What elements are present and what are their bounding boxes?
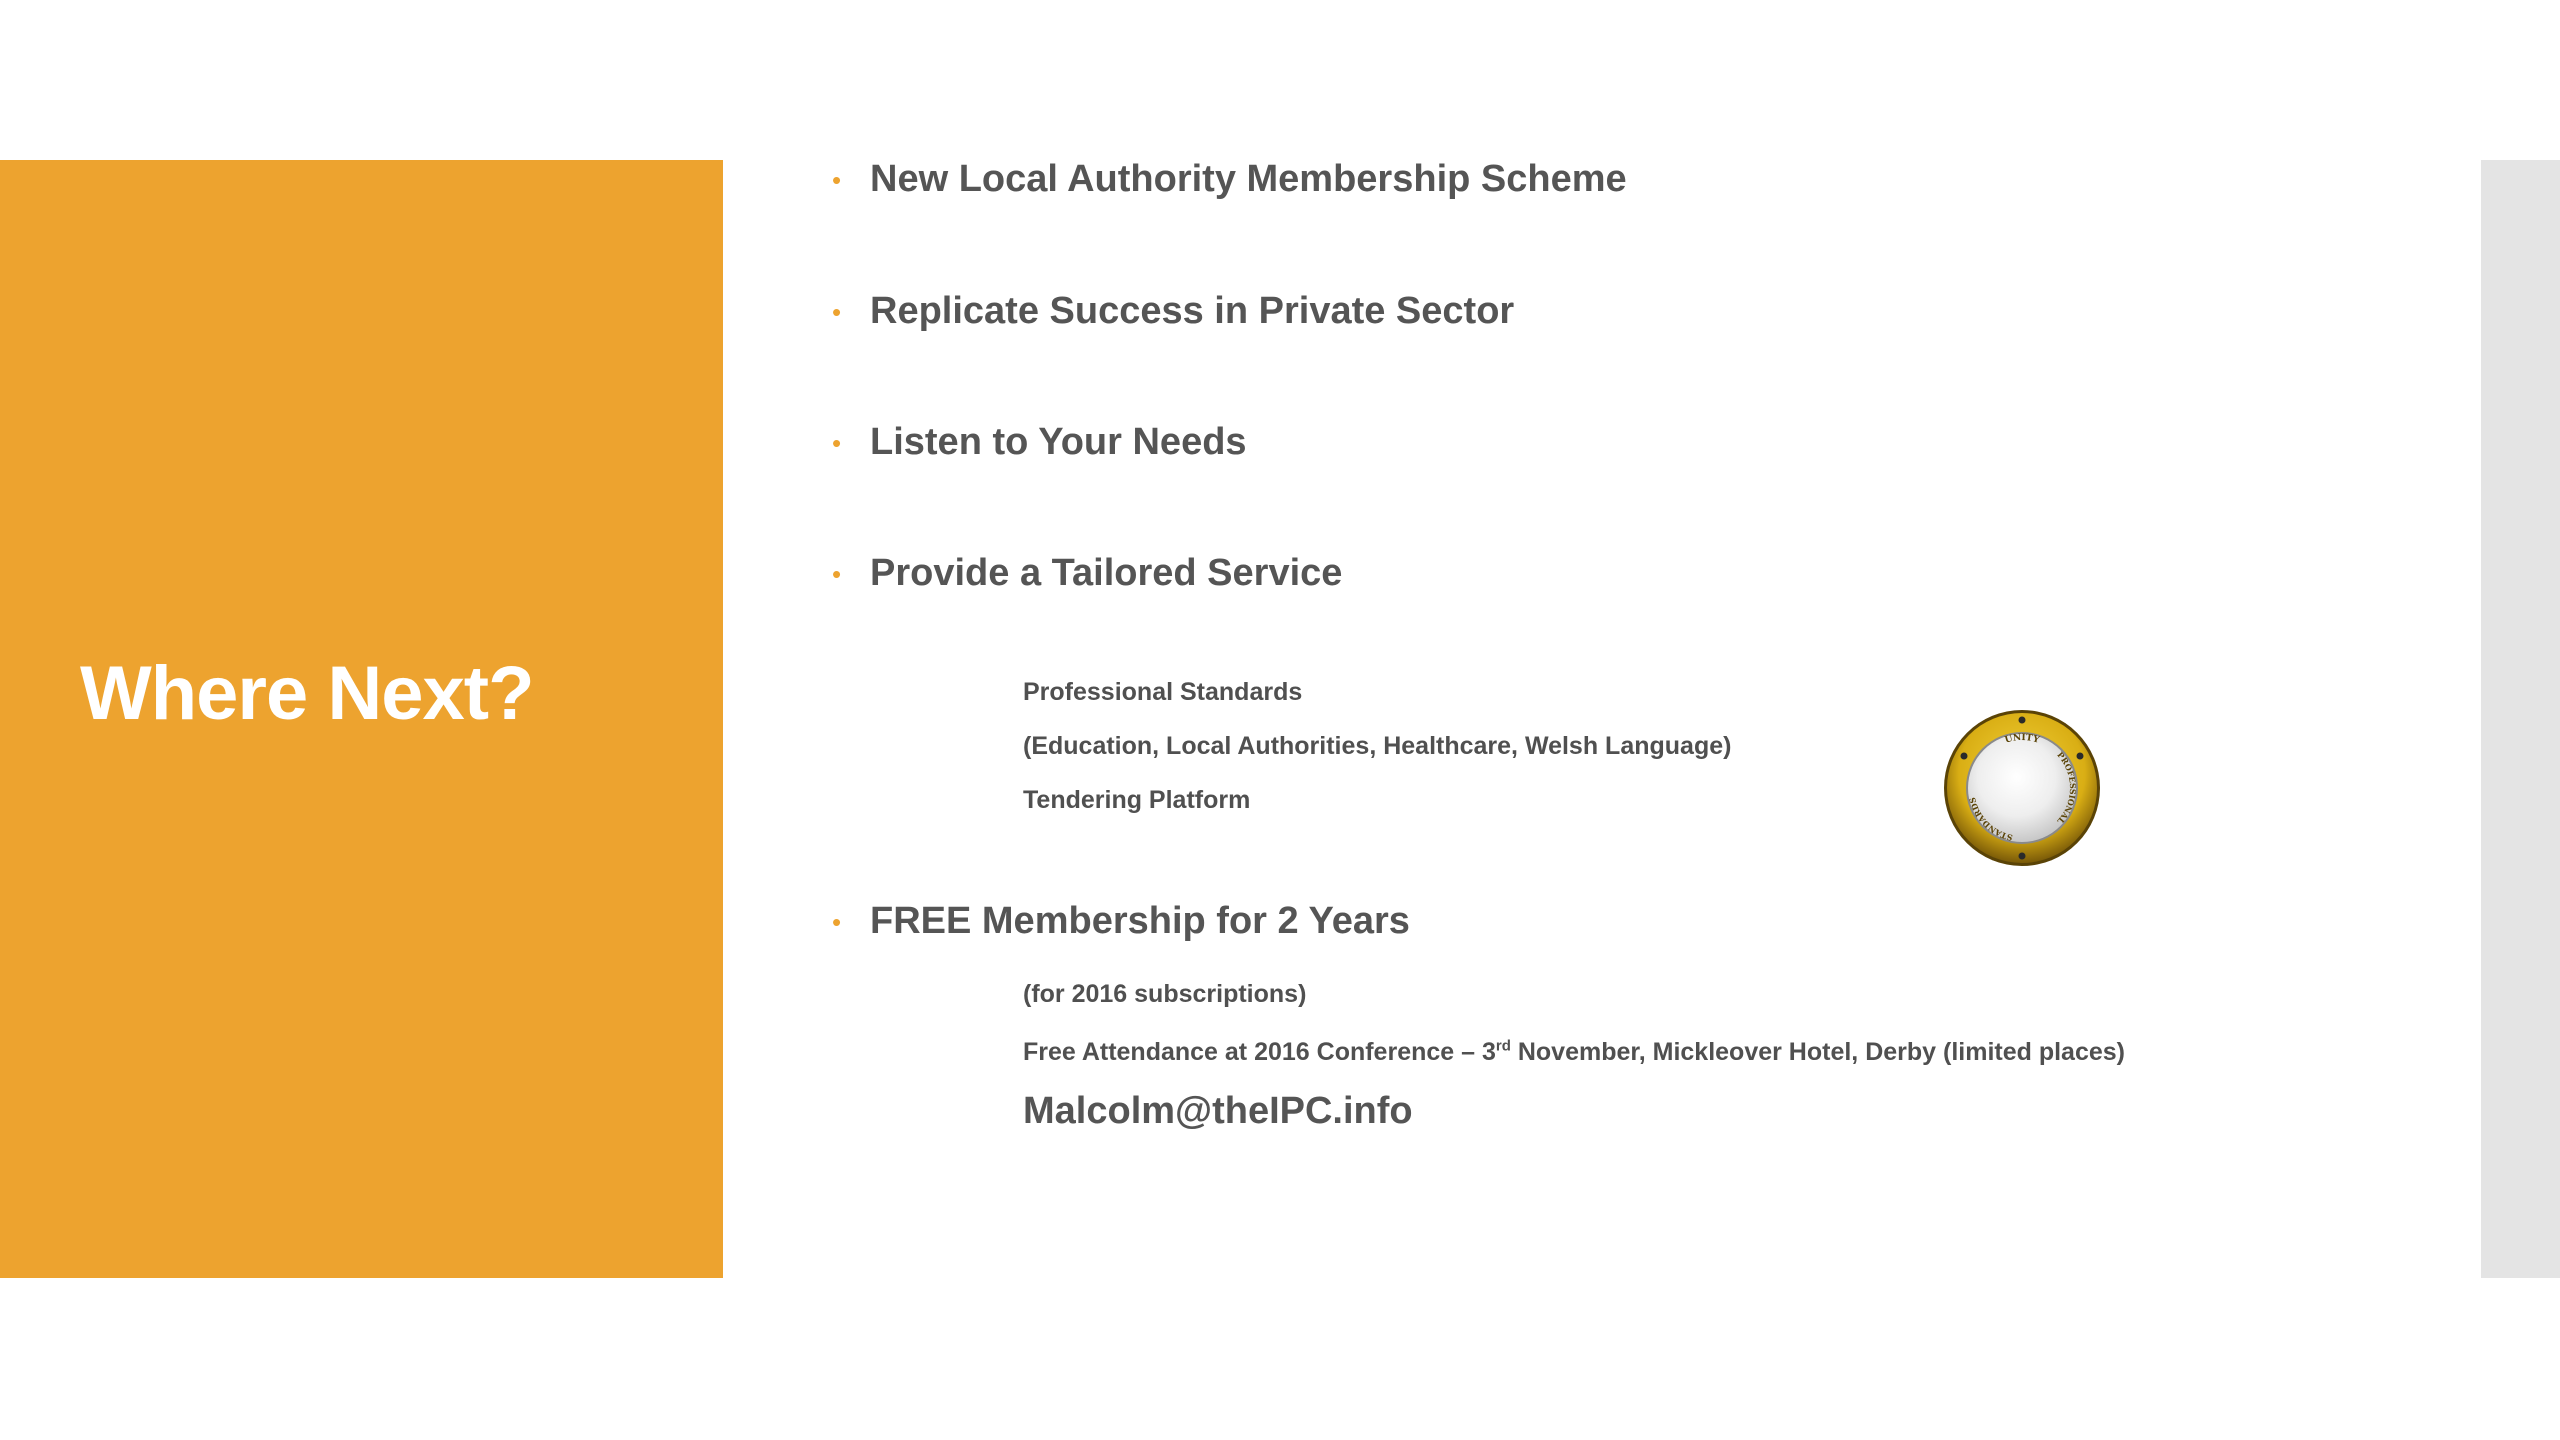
seal-badge-icon: [1942, 708, 2102, 868]
bullet-icon: •: [832, 296, 842, 327]
sub-item-sectors: (Education, Local Authorities, Healthcare, Welsh Language): [1023, 732, 1732, 760]
bullet-text: Replicate Success in Private Sector: [870, 290, 1515, 332]
bullet-icon: •: [832, 906, 842, 937]
slide-title: Where Next?: [80, 651, 534, 736]
sub-item-conference: [1023, 1038, 2125, 1067]
sub-item-professional-standards: Professional Standards: [1023, 678, 1303, 706]
conference-ordinal: rd: [1495, 1037, 1511, 1055]
conference-text-prefix: Free Attendance at 2016 Conference – 3: [1023, 1038, 1496, 1066]
contact-email[interactable]: Malcolm@theIPC.info: [1023, 1090, 1413, 1132]
bullet-text: FREE Membership for 2 Years: [870, 900, 1410, 942]
svg-text:UNITY: UNITY: [2003, 732, 2041, 746]
svg-text:STANDARDS: STANDARDS: [1966, 796, 2014, 844]
conference-text-suffix: November, Mickleover Hotel, Derby (limited places): [1510, 1038, 2125, 1066]
bullet-text: Provide a Tailored Service: [870, 552, 1343, 594]
sub-item-subscriptions-note: (for 2016 subscriptions): [1023, 980, 1307, 1008]
bullet-item-listen: [832, 421, 1247, 464]
bullet-icon: •: [832, 164, 842, 195]
title-panel: [0, 160, 723, 1278]
bullet-icon: •: [832, 427, 842, 458]
bullet-text: Listen to Your Needs: [870, 421, 1247, 463]
sub-item-tendering-platform: Tendering Platform: [1023, 786, 1251, 814]
svg-text:PROFESSIONAL: PROFESSIONAL: [2055, 749, 2079, 827]
bullet-item-membership-scheme: [832, 158, 1627, 201]
bullet-icon: •: [832, 558, 842, 589]
bullet-text: New Local Authority Membership Scheme: [870, 158, 1627, 200]
bullet-item-private-sector: [832, 290, 1514, 333]
bullet-item-free-membership: [832, 900, 1410, 943]
side-bar: [2481, 160, 2560, 1278]
bullet-item-tailored-service: [832, 552, 1342, 595]
